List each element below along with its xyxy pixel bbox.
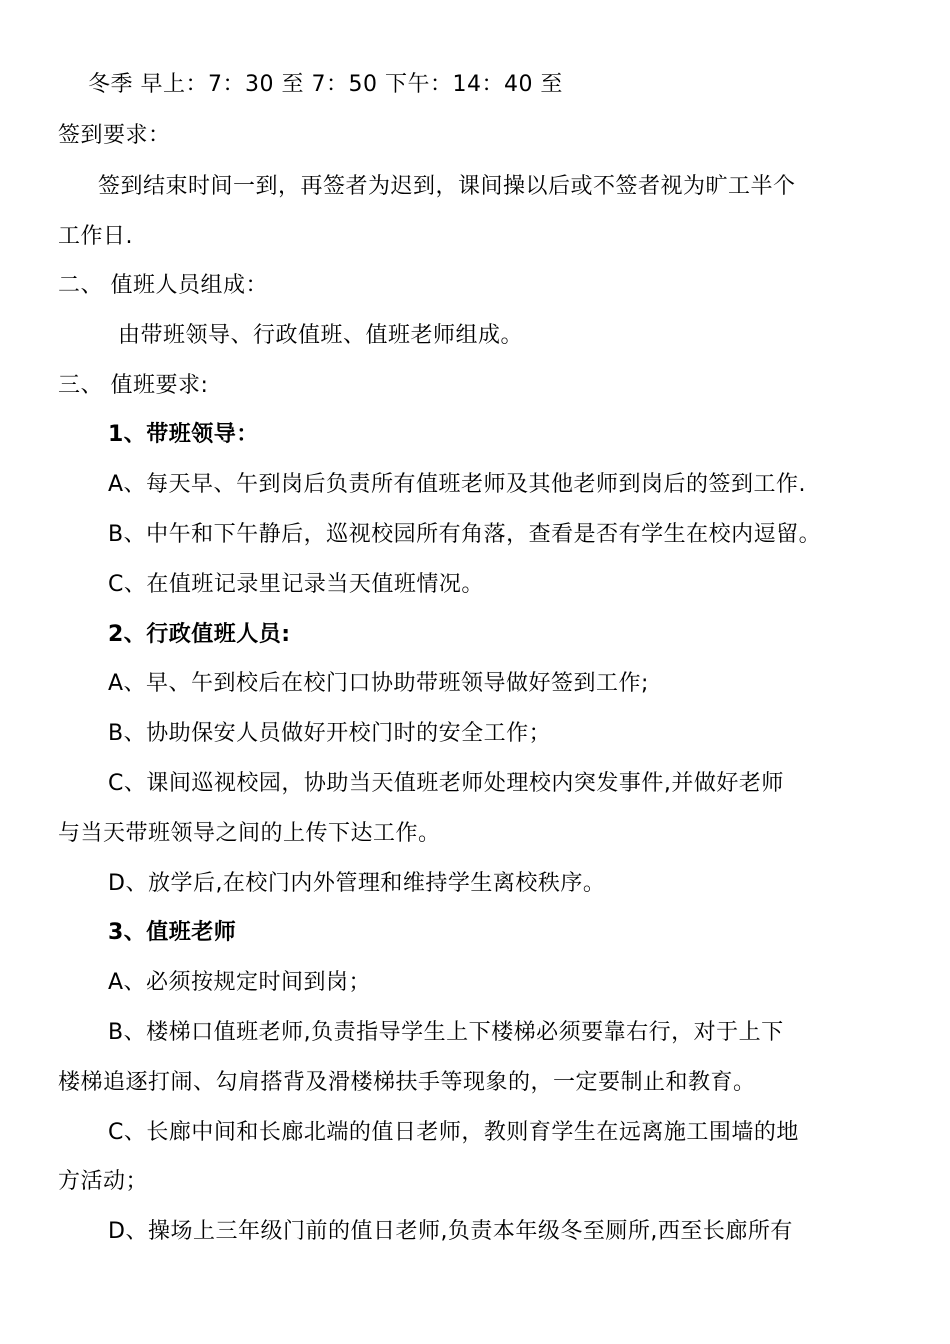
subsection-teacher-heading: 3、值班老师 [108, 920, 237, 945]
leader-item-b: B、中午和下午静后，巡视校园所有角落，查看是否有学生在校内逗留。 [108, 522, 822, 547]
teacher-item-c-line-1: C、长廊中间和长廊北端的值日老师，教则育学生在远离施工围墙的地 [108, 1120, 799, 1145]
leader-item-c: C、在值班记录里记录当天值班情况。 [108, 572, 484, 597]
duty-staff-composition: 由带班领导、行政值班、值班老师组成。 [118, 323, 524, 348]
subsection-leader-heading: 1、带班领导： [108, 422, 259, 447]
sign-in-rule-line-1: 签到结束时间一到，再签者为迟到，课间操以后或不签者视为旷工半个 [98, 174, 796, 199]
sign-in-requirement-heading: 签到要求： [58, 123, 171, 148]
section-two-heading: 二、 值班人员组成： [58, 273, 268, 298]
admin-item-d: D、放学后,在校门内外管理和维持学生离校秩序。 [108, 871, 606, 896]
admin-item-c-line-1: C、课间巡视校园，协助当天值班老师处理校内突发事件,并做好老师 [108, 771, 784, 796]
sign-in-rule-line-2: 工作日. [58, 224, 133, 249]
teacher-item-a: A、必须按规定时间到岗； [108, 970, 372, 995]
teacher-item-b-line-1: B、楼梯口值班老师,负责指导学生上下楼梯必须要靠右行，对于上下 [108, 1020, 784, 1045]
admin-item-a: A、早、午到校后在校门口协助带班领导做好签到工作; [108, 671, 649, 696]
teacher-item-d-line-1: D、操场上三年级门前的值日老师,负责本年级冬至厕所,西至长廊所有 [108, 1219, 793, 1244]
section-three-heading: 三、 值班要求: [58, 373, 209, 398]
subsection-admin-heading: 2、行政值班人员: [108, 622, 291, 647]
admin-item-c-line-2: 与当天带班领导之间的上传下达工作。 [58, 821, 441, 846]
teacher-item-c-line-2: 方活动； [58, 1169, 149, 1194]
teacher-item-b-line-2: 楼梯追逐打闹、勾肩搭背及滑楼梯扶手等现象的，一定要制止和教育。 [58, 1070, 756, 1095]
leader-item-a: A、每天早、午到岗后负责所有值班老师及其他老师到岗后的签到工作. [108, 472, 807, 497]
winter-schedule-line: 冬季 早上：7：30 至 7：50 下午：14：40 至 [88, 72, 563, 97]
admin-item-b: B、协助保安人员做好开校门时的安全工作； [108, 721, 552, 746]
